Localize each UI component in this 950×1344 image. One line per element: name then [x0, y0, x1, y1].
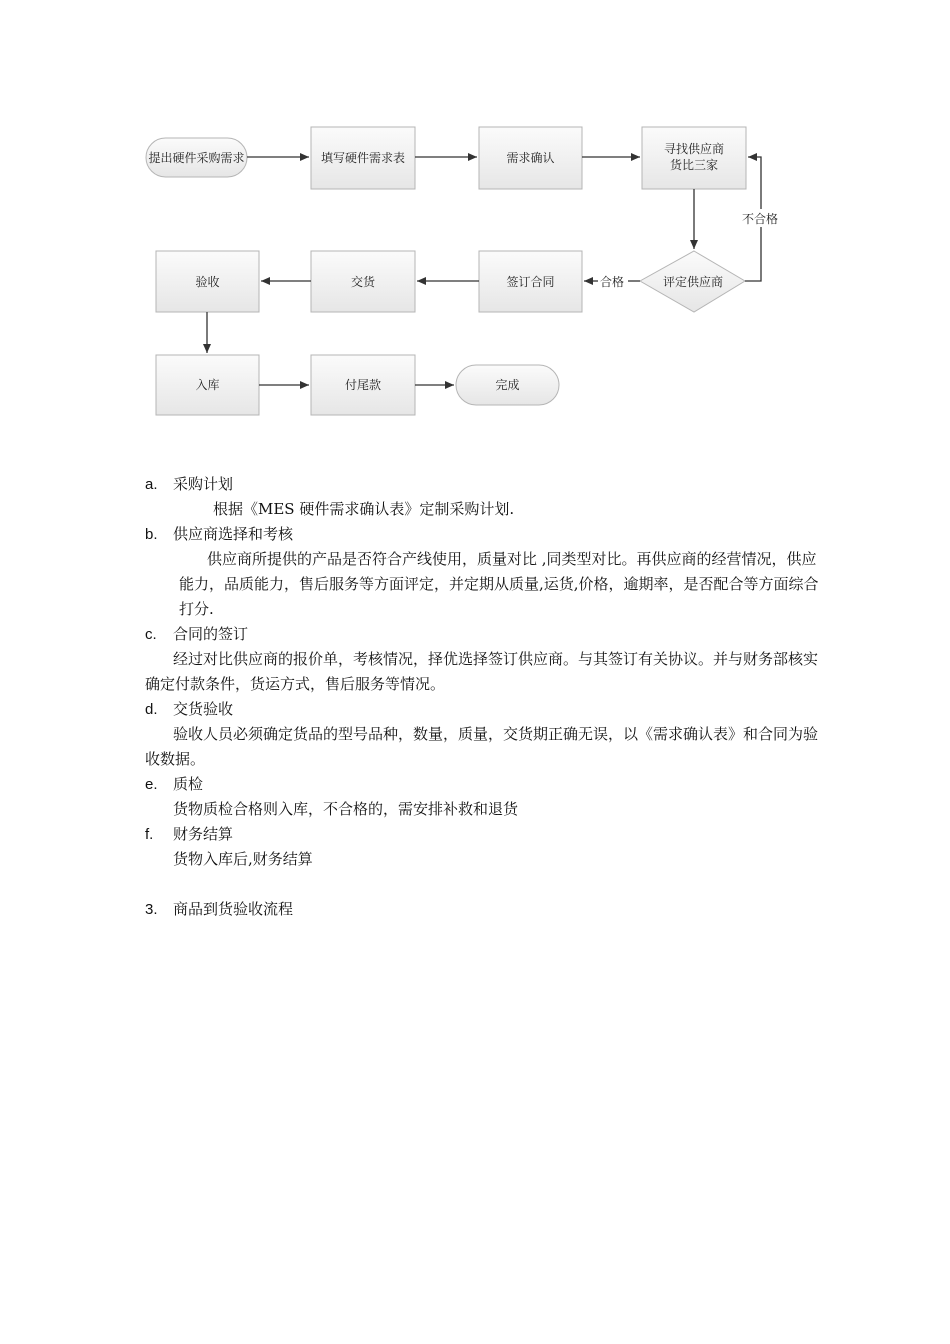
svg-text:寻找供应商: 寻找供应商 — [663, 142, 725, 156]
edge-label-fail: 不合格 — [741, 212, 779, 226]
svg-text:付尾款: 付尾款 — [344, 378, 382, 392]
node-sign-contract — [479, 251, 582, 312]
section-title: 供应商选择和考核 — [173, 525, 294, 543]
section-b-heading — [145, 522, 825, 547]
node-start — [146, 138, 247, 177]
svg-text:完成: 完成 — [495, 378, 520, 392]
section-title: 交货验收 — [173, 700, 234, 718]
section-a-body: 根据《MES 硬件需求确认表》定制采购计划. — [213, 500, 515, 518]
svg-text:验收: 验收 — [195, 275, 220, 289]
node-done — [456, 365, 559, 405]
section-title: 合同的签订 — [173, 625, 249, 643]
list-marker: c. — [145, 626, 157, 643]
section-f-body: 货物入库后,财务结算 — [173, 850, 313, 868]
node-fill-form — [311, 127, 415, 189]
node-storage — [156, 355, 259, 415]
list-marker: f. — [145, 826, 154, 843]
node-final-pay — [311, 355, 415, 415]
svg-text:评定供应商: 评定供应商 — [662, 275, 724, 289]
list-marker: 3. — [145, 901, 158, 918]
node-find-supplier — [642, 127, 746, 189]
list-marker: b. — [145, 526, 158, 543]
section-c-body: 经过对比供应商的报价单，考核情况，择优选择签订供应商。与其签订有关协议。并与财务部核实确定付款条件，货运方式，售后服务等情况。 — [145, 650, 819, 693]
document-body — [145, 472, 825, 922]
list-marker: d. — [145, 701, 158, 718]
edge-label-pass: 合格 — [599, 275, 625, 289]
node-deliver — [311, 251, 415, 312]
section-d-body: 验收人员必须确定货品的型号品种，数量，质量，交货期正确无误，以《需求确认表》和合同为验收数据。 — [145, 725, 819, 768]
node-accept — [156, 251, 259, 312]
section-title: 财务结算 — [173, 825, 234, 843]
svg-text:填写硬件需求表: 填写硬件需求表 — [320, 151, 406, 165]
list-marker: e. — [145, 776, 158, 793]
node-evaluate — [640, 251, 745, 312]
procurement-flowchart — [0, 0, 950, 440]
svg-text:货比三家: 货比三家 — [669, 158, 719, 172]
section-e-body: 货物质检合格则入库，不合格的，需安排补救和退货 — [173, 800, 519, 818]
svg-text:需求确认: 需求确认 — [506, 151, 555, 165]
section-d-heading — [145, 697, 825, 722]
svg-text:交货: 交货 — [350, 275, 376, 289]
svg-text:入库: 入库 — [195, 378, 220, 392]
list-marker: a. — [145, 476, 158, 493]
next-heading — [145, 897, 825, 922]
heading-title: 商品到货验收流程 — [173, 900, 294, 918]
section-b-body: 供应商所提供的产品是否符合产线使用，质量对比 ,同类型对比。再供应商的经营情况，供应能力，品质能力，售后服务等方面评定，并定期从质量,运货,价格，逾期率，是否配合等方面综合打分. — [179, 550, 819, 618]
svg-text:签订合同: 签订合同 — [506, 275, 555, 289]
node-confirm — [479, 127, 582, 189]
section-a-heading — [145, 472, 825, 497]
section-title: 质检 — [173, 775, 204, 793]
section-e-heading — [145, 772, 825, 797]
section-f-heading — [145, 822, 825, 847]
section-c-heading — [145, 622, 825, 647]
section-title: 采购计划 — [173, 475, 234, 493]
svg-text:提出硬件采购需求: 提出硬件采购需求 — [148, 151, 245, 165]
